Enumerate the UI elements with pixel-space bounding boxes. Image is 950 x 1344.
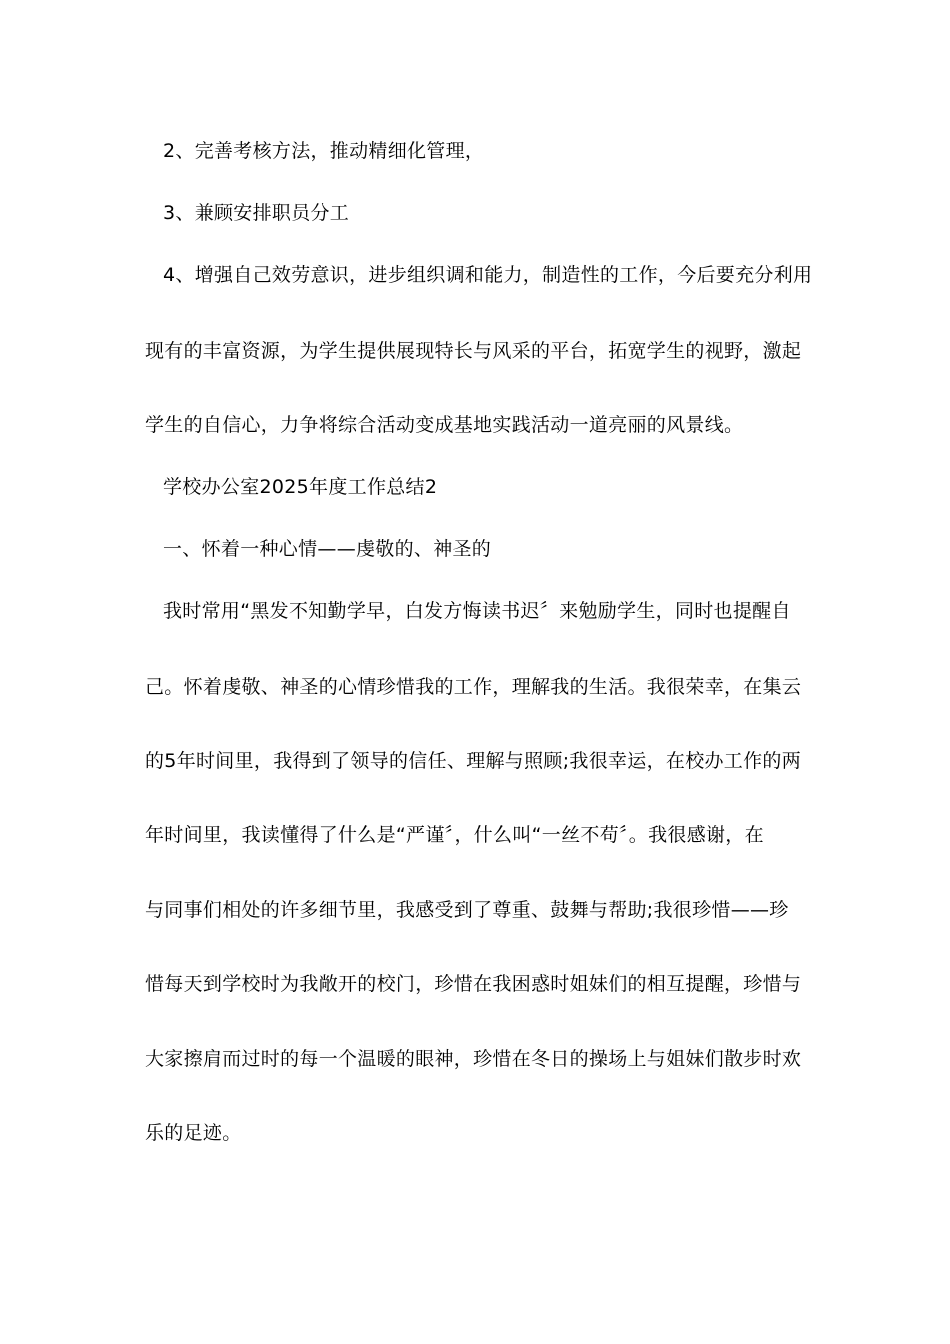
section-title: 学校办公室2025年度工作总结2 [163,476,438,498]
subheading: 一、怀着一种心情——虔敬的、神圣的 [163,538,492,560]
list-item-4-line-1: 4、增强自己效劳意识，进步组织调和能力，制造性的工作，今后要充分利用 [163,264,813,286]
paragraph-line-1: 我时常用“黑发不知勤学早，白发方悔读书迟〞来勉励学生，同时也提醒自 [163,600,791,622]
list-item-4-line-3: 学生的自信心，力争将综合活动变成基地实践活动一道亮丽的风景线。 [145,414,744,436]
paragraph-line-2: 己。怀着虔敬、神圣的心情珍惜我的工作，理解我的生活。我很荣幸，在集云 [145,676,802,698]
paragraph-line-5: 与同事们相处的许多细节里，我感受到了尊重、鼓舞与帮助;我很珍惜——珍 [145,899,789,921]
paragraph-line-3: 的5年时间里，我得到了领导的信任、理解与照顾;我很幸运，在校办工作的两 [145,750,801,772]
paragraph-line-6: 惜每天到学校时为我敞开的校门，珍惜在我困惑时姐妹们的相互提醒，珍惜与 [145,973,802,995]
paragraph-line-8: 乐的足迹。 [145,1122,242,1144]
list-item-2: 2、完善考核方法，推动精细化管理， [163,140,485,162]
paragraph-line-7: 大家擦肩而过时的每一个温暖的眼神，珍惜在冬日的操场上与姐妹们散步时欢 [145,1048,802,1070]
paragraph-line-4: 年时间里，我读懂得了什么是“严谨〞，什么叫“一丝不苟〞。我很感谢，在 [145,824,764,846]
list-item-3: 3、兼顾安排职员分工 [163,202,350,224]
list-item-4-line-2: 现有的丰富资源，为学生提供展现特长与风采的平台，拓宽学生的视野，激起 [145,340,802,362]
